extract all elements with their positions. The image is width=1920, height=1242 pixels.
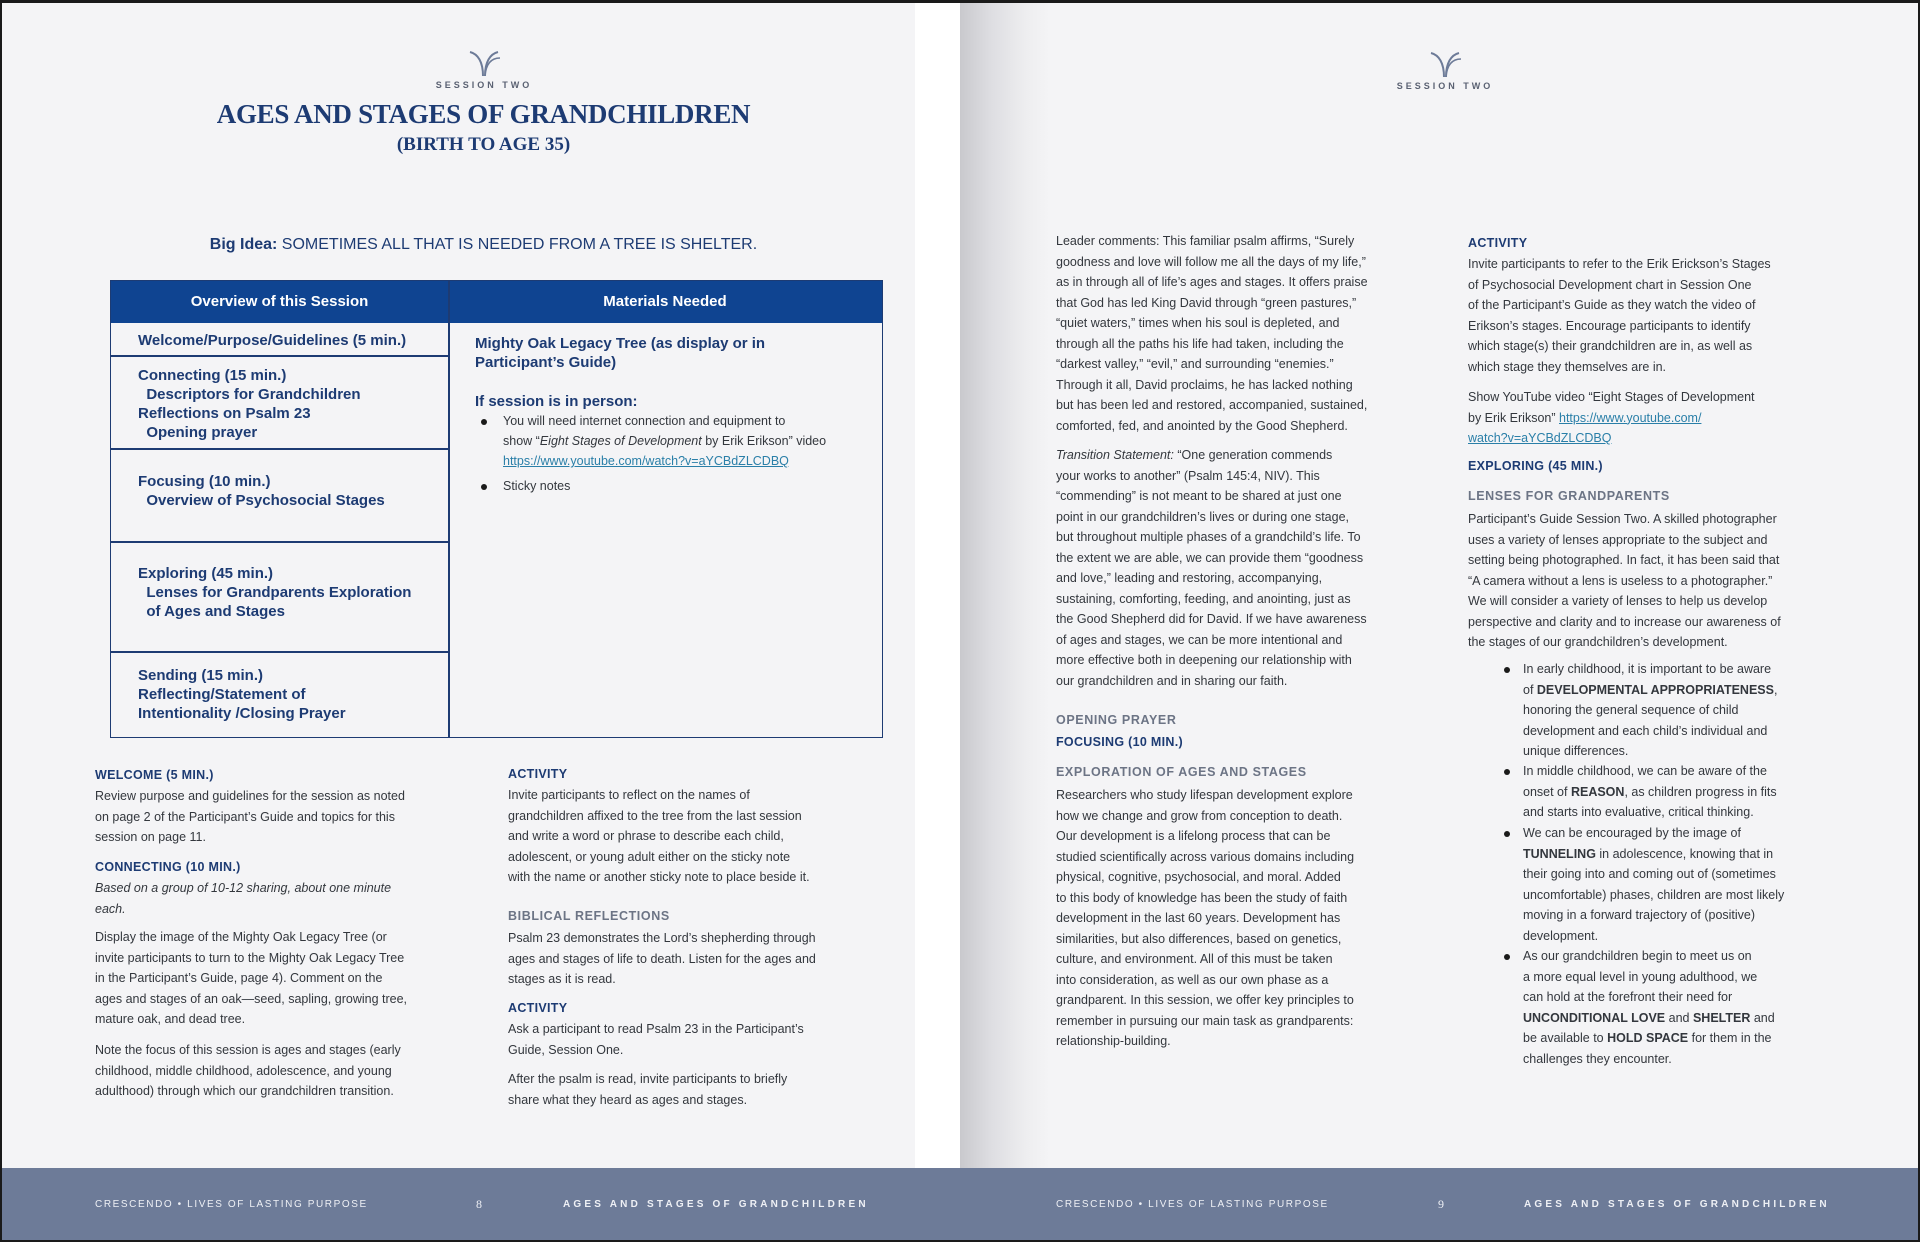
table-header-row — [111, 281, 882, 323]
page-number-right: 9 — [1438, 1197, 1444, 1211]
activity-2-text: Ask a participant to read Psalm 23 in the Participant’s Guide, Session One. — [508, 1022, 804, 1057]
materials-tree: Mighty Oak Legacy Tree (as display or in Participant’s Guide) — [475, 335, 766, 371]
book-spread — [2, 3, 1918, 1240]
footer-band — [2, 1168, 1918, 1240]
overview-row-exploring: Exploring (45 min.) Lenses for Grandparents Exploration of Ages and Stages — [138, 565, 412, 620]
big-idea — [17, 236, 950, 254]
show-video-text: Show YouTube video “Eight Stages of Development by Erik Erikson” https://www.youtube.com/ watch?v=aYCBdZLCDBQ — [1468, 387, 1755, 449]
session-label: SESSION TWO — [435, 80, 533, 90]
lens-adolescence: We can be encouraged by the image of TUNNELING in adolescence, knowing that in their going into and coming out of (sometimes uncomfortable) phases, children are most likely moving in a forward trajectory of (positive) development. — [1523, 826, 1785, 943]
page-subtitle: (BIRTH TO AGE 35) — [396, 134, 571, 155]
gutter-shadow — [960, 3, 1050, 1240]
biblical-reflections-text: Psalm 23 demonstrates the Lord’s shepherding through ages and stages of life to death. Listen for the ages and stages as it is read. — [508, 931, 816, 986]
column-divider — [448, 281, 450, 737]
row-divider — [111, 355, 448, 357]
youtube-link-continued[interactable]: watch?v=aYCBdZLCDBQ — [1468, 431, 1612, 445]
materials-bullet-sticky: Sticky notes — [503, 479, 571, 493]
focus-note-text: Note the focus of this session is ages and stages (early childhood, middle childhood, adolescence, and young adulthood) through which our grandchildren transition. — [95, 1043, 401, 1098]
materials-header: Materials Needed — [603, 293, 727, 310]
crescendo-logo-icon — [1425, 49, 1465, 79]
activity-text: Invite participants to reflect on the names of grandchildren affixed to the tree from the last session and write a word or phrase to describe each child, adolescent, or young adult either on the sticky note with the name or another sticky note to place beside it. — [508, 788, 810, 884]
overview-header: Overview of this Session — [190, 293, 369, 310]
after-psalm-text: After the psalm is read, invite participants to briefly share what they heard as ages and stages. — [508, 1072, 788, 1107]
bullet-icon — [1504, 667, 1510, 673]
bullet-icon — [1504, 954, 1510, 960]
display-tree-text: Display the image of the Mighty Oak Legacy Tree (or invite participants to turn to the Mighty Oak Legacy Tree in the Participant’s Guide, page 4). Comment on the ages and stages of an oak—seed, sapling, growing tree, mature oak, and dead tree. — [95, 930, 408, 1026]
page-number-left: 8 — [476, 1197, 482, 1211]
page-title: AGES AND STAGES OF GRANDCHILDREN — [216, 99, 751, 129]
connecting-note: Based on a group of 10-12 sharing, about one minute each. — [95, 881, 392, 916]
youtube-link[interactable]: https://www.youtube.com/ — [1559, 410, 1702, 425]
bullet-icon — [1504, 831, 1510, 837]
transition-statement-text: Transition Statement: “One generation commends your works to another” (Psalm 145:4, NIV). This “commending” is not meant to be shared at just one point in our grandchildren’s lives or during one stage, but throughout multiple phases of a grandchild’s life. To the extent we are able, we can provide them “goodness and love,” leading and restoring, accompanying, sustaining, comforting, feeding, and anointing, just as the Good Shepherd did for David. If we have awareness of ages and stages, we can be more intentional and more effective both in deepening our relationship with our grandchildren and in sharing our faith. — [1056, 448, 1367, 688]
lenses-heading: LENSES FOR GRANDPARENTS — [1468, 489, 1670, 503]
activity-heading: ACTIVITY — [508, 767, 568, 781]
research-text: Researchers who study lifespan development explore how we change and grow from conception to death. Our development is a lifelong process that can be studied scientifically across various domains including physical, cognitive, psychosocial, and moral. Added to this body of knowledge has been the study of faith development in the last 60 years. Development has similarities, but also differences, based on genetics, culture, and environment. All of this must be taken into consideration, as well as our own phase as a grandparent. In this session, we offer key principles to remember in pursuing our main task as grandparents: relationship-building. — [1056, 788, 1355, 1048]
row-divider — [111, 541, 448, 543]
bullet-icon — [1504, 769, 1510, 775]
big-idea-text: SOMETIMES ALL THAT IS NEEDED FROM A TREE IS SHELTER. — [277, 236, 758, 253]
footer-title-right: AGES AND STAGES OF GRANDCHILDREN — [1524, 1199, 1830, 1210]
exploring-heading: EXPLORING (45 MIN.) — [1468, 459, 1603, 473]
right-page — [1042, 3, 1918, 1170]
left-page — [17, 3, 915, 1170]
connecting-heading: CONNECTING (10 MIN.) — [95, 860, 241, 874]
lenses-text: Participant’s Guide Session Two. A skilled photographer uses a variety of lenses appropriate to the subject and setting being photographed. In fact, it has been said that “A camera without a lens is useless to a photographer.” We will consider a variety of lenses to help us develop perspective and clarity and to increase our awareness of the stages of our grandchildren’s development. — [1468, 512, 1781, 649]
footer-title-left: AGES AND STAGES OF GRANDCHILDREN — [563, 1199, 869, 1210]
page-gutter — [915, 3, 962, 1240]
overview-row-connecting: Connecting (15 min.) Descriptors for Grandchildren Reflections on Psalm 23 Opening prayer — [138, 367, 361, 441]
focusing-heading: FOCUSING (10 MIN.) — [1056, 735, 1183, 749]
exploration-heading: EXPLORATION OF AGES AND STAGES — [1056, 765, 1307, 779]
row-divider — [111, 651, 448, 653]
big-idea-label: Big Idea: — [209, 236, 278, 253]
activity-text: Invite participants to refer to the Erik Erickson’s Stages of Psychosocial Development chart in Session One of the Participant’s Guide as they watch the video of Erikson’s stages. Encourage participants to identify which stage(s) their grandchildren are in, as well as which stage they themselves are in. — [1468, 257, 1771, 374]
lens-middle-childhood: In middle childhood, we can be aware of the onset of REASON, as children progress in fits and starts into evaluative, critical thinking. — [1523, 764, 1777, 819]
overview-row-welcome: Welcome/Purpose/Guidelines (5 min.) — [138, 332, 407, 349]
lens-early-childhood: In early childhood, it is important to be aware of DEVELOPMENTAL APPROPRIATENESS, honoring the general sequence of child development and each child’s individual and unique differences. — [1523, 662, 1778, 758]
welcome-heading: WELCOME (5 MIN.) — [95, 768, 214, 782]
overview-row-focusing: Focusing (10 min.) Overview of Psychosocial Stages — [138, 473, 385, 509]
footer-series-right: CRESCENDO • LIVES OF LASTING PURPOSE — [1056, 1199, 1329, 1210]
in-person-heading: If session is in person: — [475, 393, 638, 410]
bullet-icon — [481, 484, 487, 490]
opening-prayer-heading: OPENING PRAYER — [1056, 713, 1177, 727]
leader-comments-text: Leader comments: This familiar psalm affirms, “Surely goodness and love will follow me all the days of my life,” as in through all of life’s ages and stages. It offers praise that God has led King David through “green pastures,” “quiet waters,” times when his soul is depleted, and through all the paths his life had taken, including the “darkest valley,” “evil,” and surrounding “enemies.” Through it all, David proclaims, he has lacked nothing but has been led and restored, accompanied, sustained, comforted, fed, and anointed by the Good Shepherd. — [1056, 234, 1368, 433]
session-overview-table — [110, 280, 883, 738]
bullet-icon — [481, 419, 487, 425]
footer-series-left: CRESCENDO • LIVES OF LASTING PURPOSE — [95, 1199, 368, 1210]
row-divider — [111, 448, 448, 450]
crescendo-logo-icon — [464, 48, 504, 78]
materials-bullet-equipment: You will need internet connection and equipment to show “Eight Stages of Development by Erik Erikson” video https://www.youtube.com/watch?v=aYCBdZLCDBQ — [503, 411, 826, 471]
welcome-text: Review purpose and guidelines for the session as noted on page 2 of the Participant’s Guide and topics for this session on page 11. — [95, 789, 405, 844]
activity-heading-2: ACTIVITY — [508, 1001, 568, 1015]
lens-young-adulthood: As our grandchildren begin to meet us on a more equal level in young adulthood, we can hold at the forefront their need for UNCONDITIONAL LOVE and SHELTER and be available to HOLD SPACE for them in the challenges they encounter. — [1523, 949, 1775, 1066]
youtube-link[interactable]: https://www.youtube.com/watch?v=aYCBdZLCDBQ — [503, 454, 789, 468]
activity-heading: ACTIVITY — [1468, 236, 1528, 250]
biblical-reflections-heading: BIBLICAL REFLECTIONS — [508, 909, 670, 923]
session-label: SESSION TWO — [1396, 81, 1494, 91]
overview-row-sending: Sending (15 min.) Reflecting/Statement of Intentionality /Closing Prayer — [138, 667, 346, 722]
